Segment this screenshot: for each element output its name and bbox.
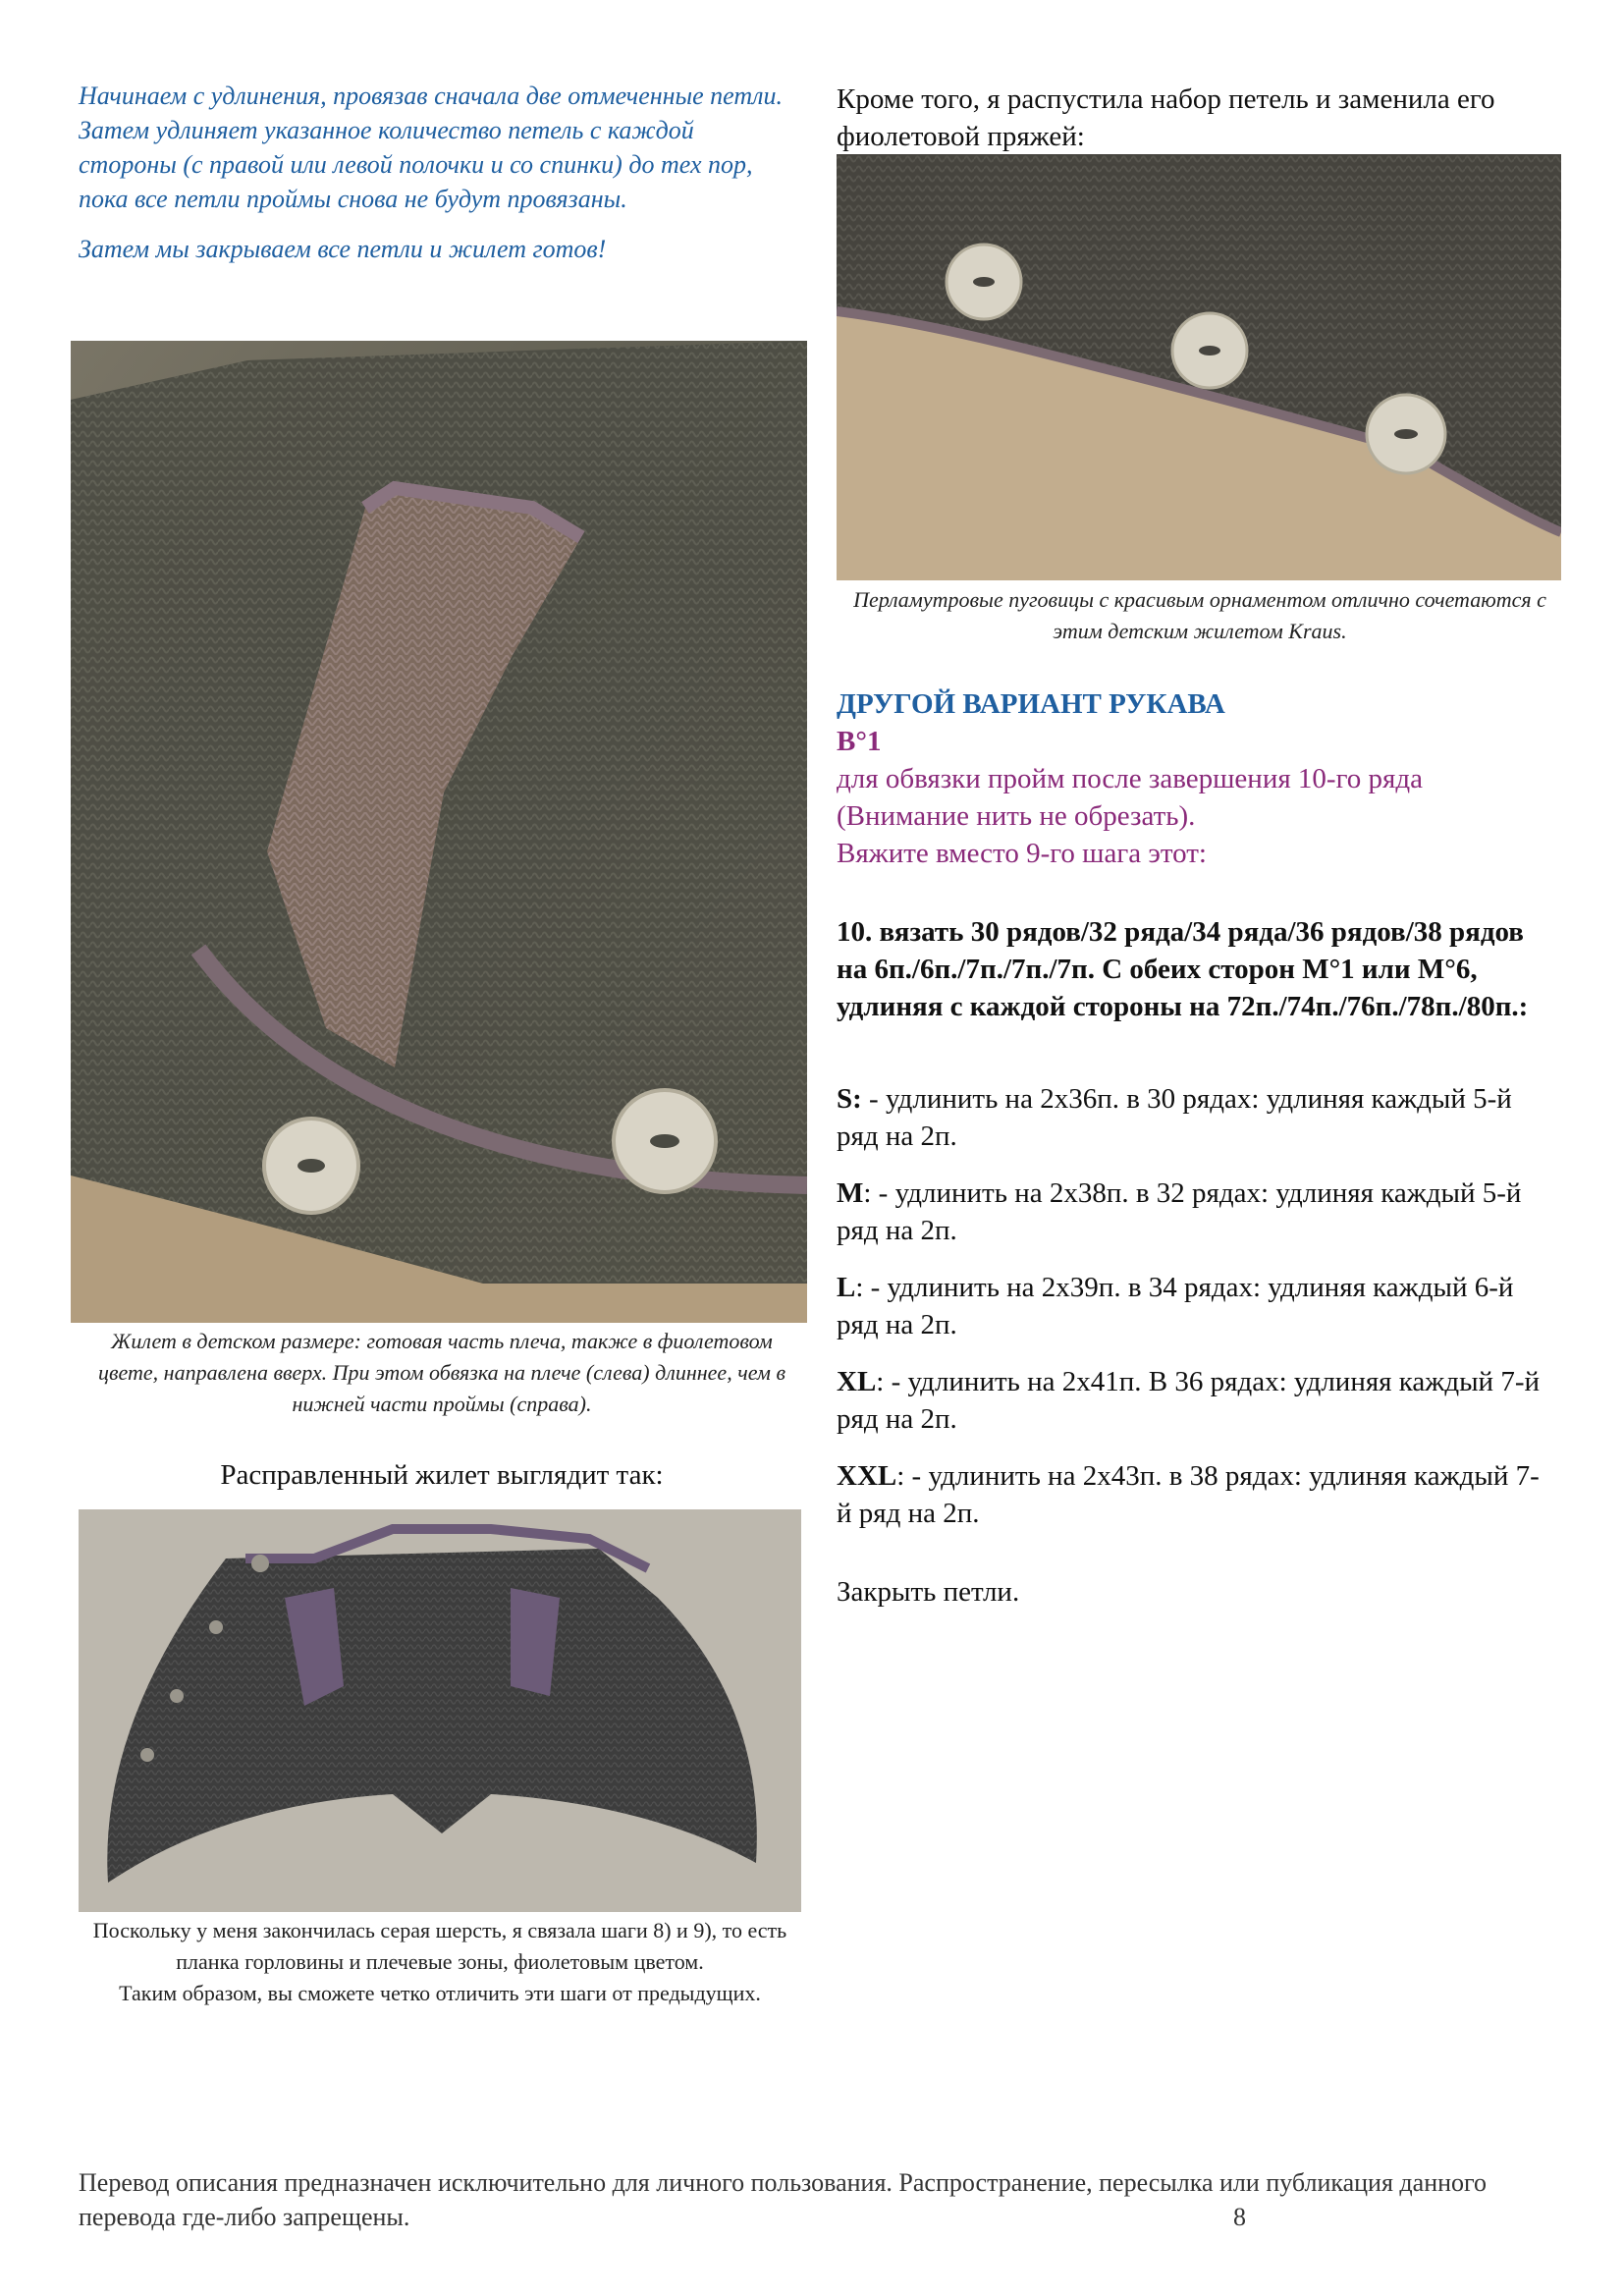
vest-shoulder-illustration [71, 341, 807, 1323]
size-label: XXL [837, 1460, 897, 1492]
sizes-list [837, 1080, 1553, 1552]
intro-paragraph-2: Затем мы закрываем все петли и жилет готов! [79, 235, 607, 263]
buttons-photo-caption: Перламутровые пуговицы с красивым орнаментом отлично сочетаются с этим детским жилетом Kraus. [853, 587, 1546, 643]
sleeve-variant-section [837, 685, 1563, 872]
size-row-l [837, 1269, 1553, 1343]
page-number: 8 [1233, 2203, 1246, 2231]
size-label: M [837, 1177, 864, 1209]
size-text: : - удлинить на 2x39п. в 34 рядах: удлиняя каждый 6-й ряд на 2п. [837, 1272, 1514, 1340]
purple-line-2: (Внимание нить не обрезать). [837, 800, 1196, 832]
section-sub: B°1 [837, 726, 882, 757]
size-text: : - удлинить на 2x38п. в 32 рядах: удлиняя каждый 5-й ряд на 2п. [837, 1177, 1522, 1246]
vest-shoulder-photo [71, 341, 807, 1323]
close-stitches: Закрыть петли. [837, 1576, 1020, 1608]
photo1-caption: Жилет в детском размере: готовая часть плеча, также в фиолетовом цвете, направлена вверх. При этом обвязка на плече (слева) длиннее, чем в нижней части проймы (справа). [97, 1329, 785, 1416]
spread-vest-photo [79, 1509, 801, 1912]
size-row-xxl [837, 1457, 1553, 1532]
purple-line-1: для обвязки пройм после завершения 10-го ряда [837, 763, 1423, 794]
intro-italic-block [79, 79, 785, 266]
size-label: S: [837, 1083, 862, 1115]
size-row-xl [837, 1363, 1553, 1438]
purple-line-3: Вяжите вместо 9-го шага этот: [837, 838, 1207, 869]
intro-paragraph-1: Начинаем с удлинения, провязав сначала две отмеченные петли. Затем удлиняет указанное количество петель с каждой стороны (с правой или левой полочки и со спинки) до тех пор, пока все петли проймы снова не будут провязаны. [79, 82, 783, 213]
step-10-text: 10. вязать 30 рядов/32 ряда/34 ряда/36 рядов/38 рядов на 6п./6п./7п./7п./7п. С обеих сторон M°1 или M°6, удлиняя с каждой стороны на 72п./74п./76п./78п./80п.: [837, 916, 1529, 1022]
right-intro: Кроме того, я распустила набор петель и заменила его фиолетовой пряжей: [837, 83, 1495, 152]
size-text: : - удлинить на 2x43п. в 38 рядах: удлиняя каждый 7-й ряд на 2п. [837, 1460, 1540, 1529]
size-row-s [837, 1080, 1553, 1155]
spread-heading: Расправленный жилет выглядит так: [220, 1459, 664, 1491]
size-text: : - удлинить на 2x41п. В 36 рядах: удлиняя каждый 7-й ряд на 2п. [837, 1366, 1541, 1435]
photo2-caption-line-2: Таким образом, вы сможете четко отличить эти шаги от предыдущих. [119, 1981, 761, 2005]
photo2-caption-line-1: Поскольку у меня закончилась серая шерсть, я связала шаги 8) и 9), то есть планка горловины и плечевые зоны, фиолетовым цветом. [92, 1918, 787, 1974]
size-label: L [837, 1272, 856, 1303]
footer-disclaimer: Перевод описания предназначен исключительно для личного пользования. Распространение, пересылка или публикация данного перевода где-либо запрещены. [79, 2168, 1488, 2231]
buttons-photo [837, 154, 1561, 580]
photo2-caption [79, 1915, 801, 2009]
size-row-m [837, 1175, 1553, 1249]
size-label: XL [837, 1366, 877, 1397]
spread-vest-illustration [79, 1509, 801, 1912]
size-text: - удлинить на 2x36п. в 30 рядах: удлиняя каждый 5-й ряд на 2п. [837, 1083, 1512, 1152]
buttons-illustration [837, 154, 1561, 580]
section-title: ДРУГОЙ ВАРИАНТ РУКАВА [837, 688, 1225, 720]
